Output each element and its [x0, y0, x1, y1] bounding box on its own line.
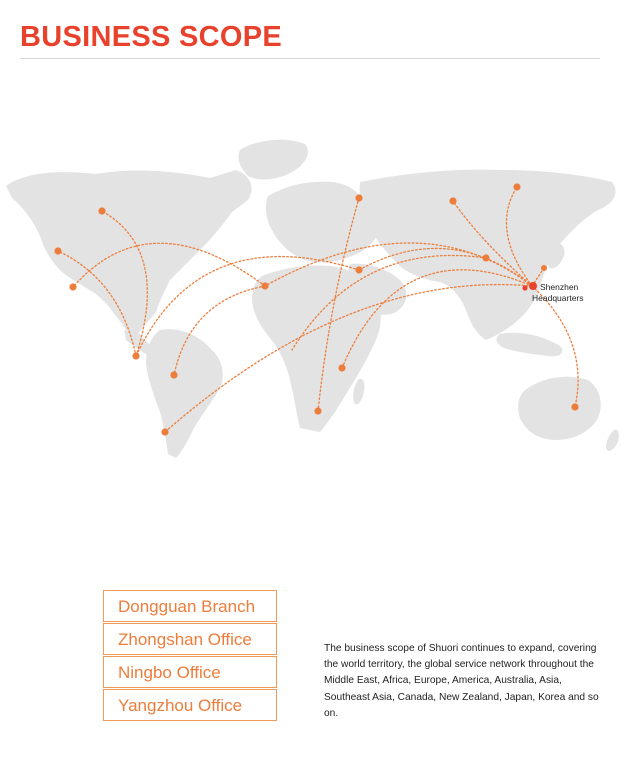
map-marker [513, 183, 520, 190]
map-marker [338, 364, 345, 371]
map-marker [355, 194, 362, 201]
office-item-zhongshan: Zhongshan Office [103, 623, 277, 655]
map-marker [98, 207, 105, 214]
southeast-asia [497, 333, 563, 357]
map-marker [482, 254, 489, 261]
map-marker [541, 265, 547, 271]
map-marker [314, 407, 321, 414]
hq-label-role: Headquarters [532, 293, 584, 303]
new-zealand [606, 430, 619, 451]
business-description: The business scope of Shuori continues to expand, covering the world territory, the global service network throughout the Middle East, Africa, Europe, America, Australia, Asia, Southeast Asia, Canada, New Zealand, Japan, Korea and so on. [324, 643, 599, 719]
map-marker [54, 247, 61, 254]
australia [518, 377, 601, 440]
hq-label-city: Shenzhen [540, 282, 579, 292]
map-marker [161, 428, 168, 435]
office-item-ningbo: Ningbo Office [103, 656, 277, 688]
page-title: BUSINESS SCOPE [20, 21, 283, 53]
map-marker [355, 266, 362, 273]
continents [6, 140, 619, 458]
map-marker [261, 282, 268, 289]
north-america [6, 170, 252, 334]
map-marker [571, 403, 578, 410]
madagascar [353, 379, 364, 405]
greenland [238, 140, 308, 180]
map-marker [132, 352, 139, 359]
hq-marker [529, 282, 537, 290]
office-item-yangzhou: Yangzhou Office [103, 689, 277, 721]
office-item-dongguan: Dongguan Branch [103, 590, 277, 622]
hq-secondary-marker [522, 285, 527, 290]
map-marker [69, 283, 76, 290]
office-list [103, 590, 277, 722]
map-marker [449, 197, 456, 204]
map-marker [170, 371, 177, 378]
south-america [146, 329, 223, 458]
